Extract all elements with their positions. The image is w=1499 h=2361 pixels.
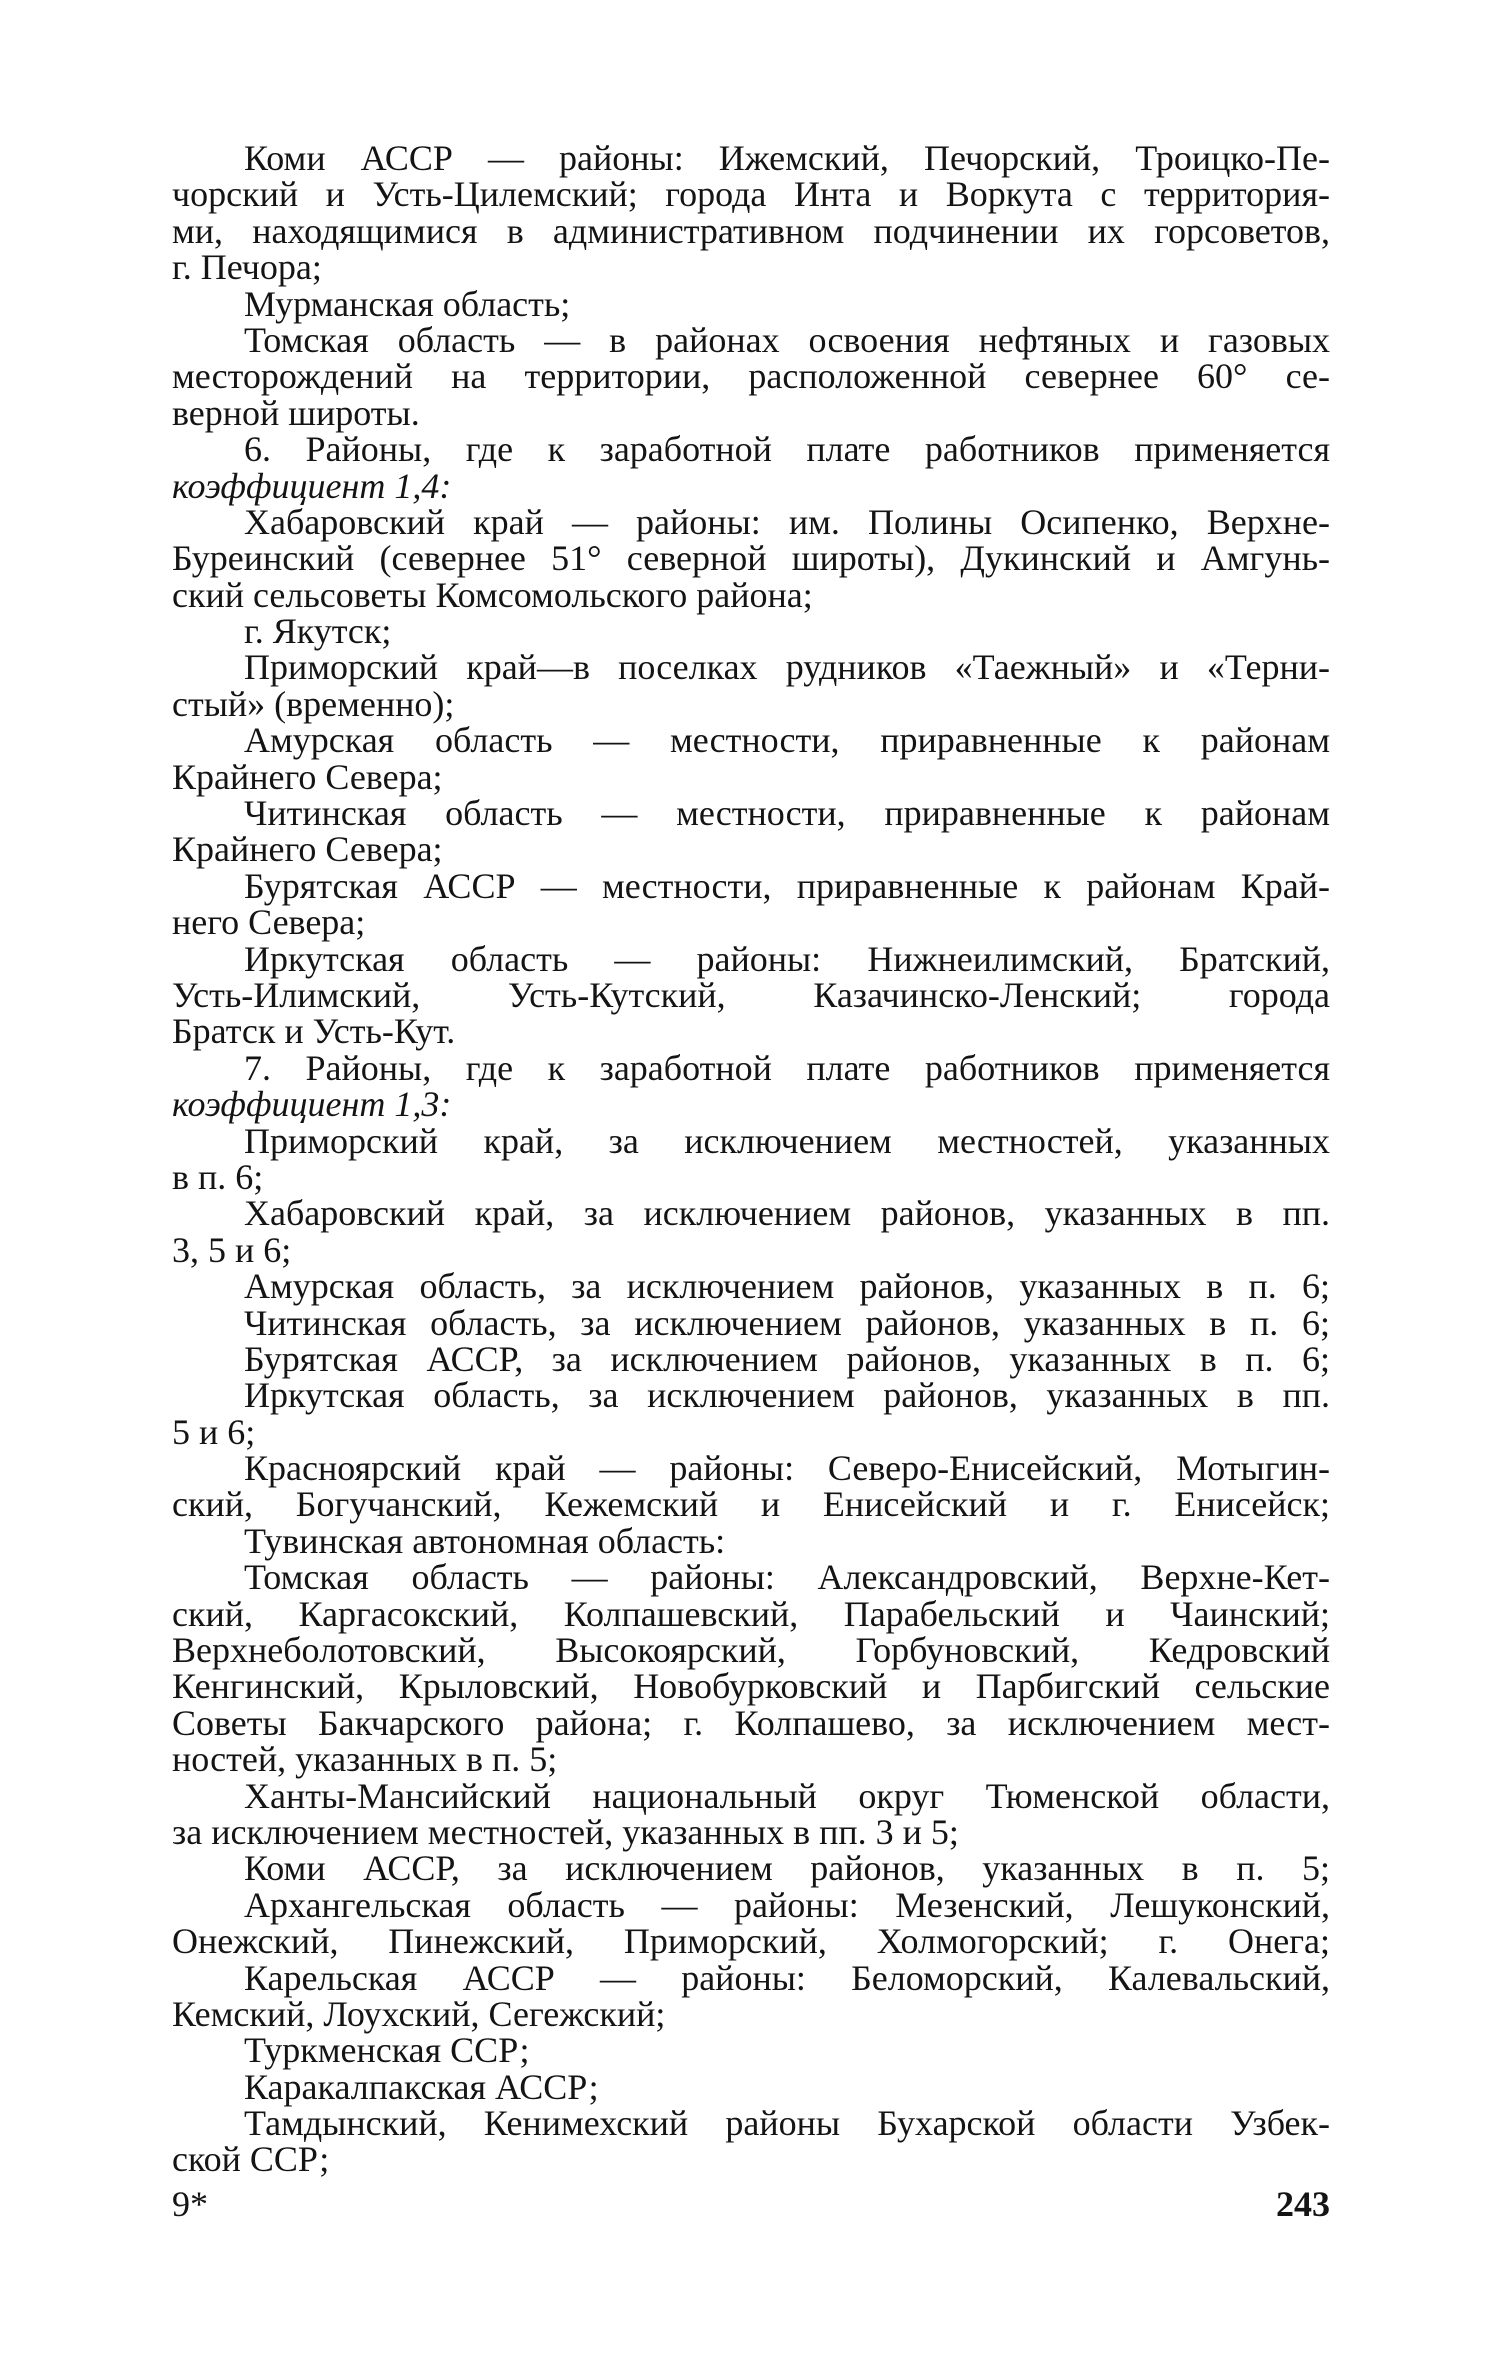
text-line: Амурская область — местности, приравненные к районам	[244, 720, 1330, 761]
text-line: Бурятская АССР — местности, приравненные к районам Край-	[244, 865, 1330, 906]
text-line: Хабаровский край, за исключением районов, указанных в пп.	[244, 1193, 1330, 1234]
text-line: в п. 6;	[172, 1156, 264, 1197]
text-line: Томская область — районы: Александровский, Верхне-Кет-	[244, 1557, 1330, 1598]
text-line: Коми АССР — районы: Ижемский, Печорский, Троицко-Пе-	[244, 138, 1330, 178]
text-line: него Севера;	[172, 902, 366, 943]
text-line: Каракалпакская АССР;	[244, 2066, 599, 2107]
text-line: ской ССР;	[172, 2139, 330, 2180]
page-body-text	[172, 140, 1330, 2178]
text-line: Читинская область — местности, приравненные к районам	[244, 793, 1330, 834]
text-line: ностей, указанных в п. 5;	[172, 1739, 558, 1780]
text-line: Хабаровский край — районы: им. Полины Осипенко, Верхне-	[244, 501, 1330, 542]
text-line: ми, находящимися в административном подчинении их горсоветов,	[172, 210, 1330, 251]
text-line: Ханты-Мансийский национальный округ Тюменской области,	[244, 1775, 1330, 1816]
text-line: коэффициент 1,4:	[172, 465, 452, 506]
text-line: 7. Районы, где к заработной плате работников применяется	[244, 1047, 1330, 1088]
text-line: чорский и Усть-Цилемский; города Инта и Воркута с территория-	[172, 174, 1330, 215]
text-line: Карельская АССР — районы: Беломорский, Калевальский,	[244, 1957, 1330, 1998]
text-line: Иркутская область, за исключением районов, указанных в пп.	[244, 1375, 1330, 1416]
text-line: Кенгинский, Крыловский, Новобурковский и Парбигский сельские	[172, 1666, 1330, 1707]
text-line: Советы Бакчарского района; г. Колпашево, за исключением мест-	[172, 1702, 1330, 1743]
text-line: 5 и 6;	[172, 1411, 256, 1452]
text-line: г. Якутск;	[244, 611, 392, 652]
text-line: Тамдынский, Кенимехский районы Бухарской области Узбек-	[244, 2103, 1330, 2144]
signature-mark: 9*	[172, 2184, 208, 2224]
text-line: г. Печора;	[172, 247, 322, 288]
text-line: Кемский, Лоухский, Сегежский;	[172, 1993, 666, 2034]
text-line: Приморский край—в поселках рудников «Таежный» и «Терни-	[244, 647, 1330, 688]
text-line: верной широты.	[172, 392, 420, 433]
text-line: 6. Районы, где к заработной плате работников применяется	[244, 429, 1330, 470]
text-line: Буреинский (севернее 51° северной широты), Дукинский и Амгунь-	[172, 538, 1330, 579]
text-line: Томская область — в районах освоения нефтяных и газовых	[244, 319, 1330, 360]
text-line: Мурманская область;	[244, 283, 571, 324]
text-line: Амурская область, за исключением районов, указанных в п. 6;	[244, 1266, 1330, 1307]
text-line: Онежский, Пинежский, Приморский, Холмогорский; г. Онега;	[172, 1921, 1330, 1962]
text-line: за исключением местностей, указанных в пп. 3 и 5;	[172, 1811, 959, 1852]
text-line: ский сельсоветы Комсомольского района;	[172, 574, 813, 615]
text-line: Братск и Усть-Кут.	[172, 1011, 456, 1052]
text-line: ский, Каргасокский, Колпашевский, Парабельский и Чаинский;	[172, 1593, 1330, 1634]
text-line: Красноярский край — районы: Северо-Енисейский, Мотыгин-	[244, 1448, 1330, 1489]
text-line: Крайнего Севера;	[172, 829, 443, 870]
text-line: ский, Богучанский, Кежемский и Енисейский и г. Енисейск;	[172, 1484, 1330, 1525]
text-line: Крайнего Севера;	[172, 756, 443, 797]
text-line: месторождений на территории, расположенной севернее 60° се-	[172, 356, 1330, 397]
text-line: стый» (временно);	[172, 683, 455, 724]
text-line: 3, 5 и 6;	[172, 1229, 292, 1270]
text-line: Читинская область, за исключением районов, указанных в п. 6;	[244, 1302, 1330, 1343]
text-line: Усть-Илимский, Усть-Кутский, Казачинско-Ленский; города	[172, 974, 1330, 1015]
text-line: Верхнеболотовский, Высокоярский, Горбуновский, Кедровский	[172, 1630, 1330, 1671]
text-line: Приморский край, за исключением местностей, указанных	[244, 1120, 1330, 1161]
text-line: коэффициент 1,3:	[172, 1084, 452, 1125]
text-line: Туркменская ССР;	[244, 2030, 530, 2071]
text-line: Бурятская АССР, за исключением районов, указанных в п. 6;	[244, 1338, 1330, 1379]
text-line: Коми АССР, за исключением районов, указанных в п. 5;	[244, 1848, 1330, 1889]
text-line: Иркутская область — районы: Нижнеилимский, Братский,	[244, 938, 1330, 979]
text-line: Тувинская автономная область:	[244, 1520, 726, 1561]
page-number: 243	[1276, 2184, 1330, 2224]
text-line: Архангельская область — районы: Мезенский, Лешуконский,	[244, 1884, 1330, 1925]
